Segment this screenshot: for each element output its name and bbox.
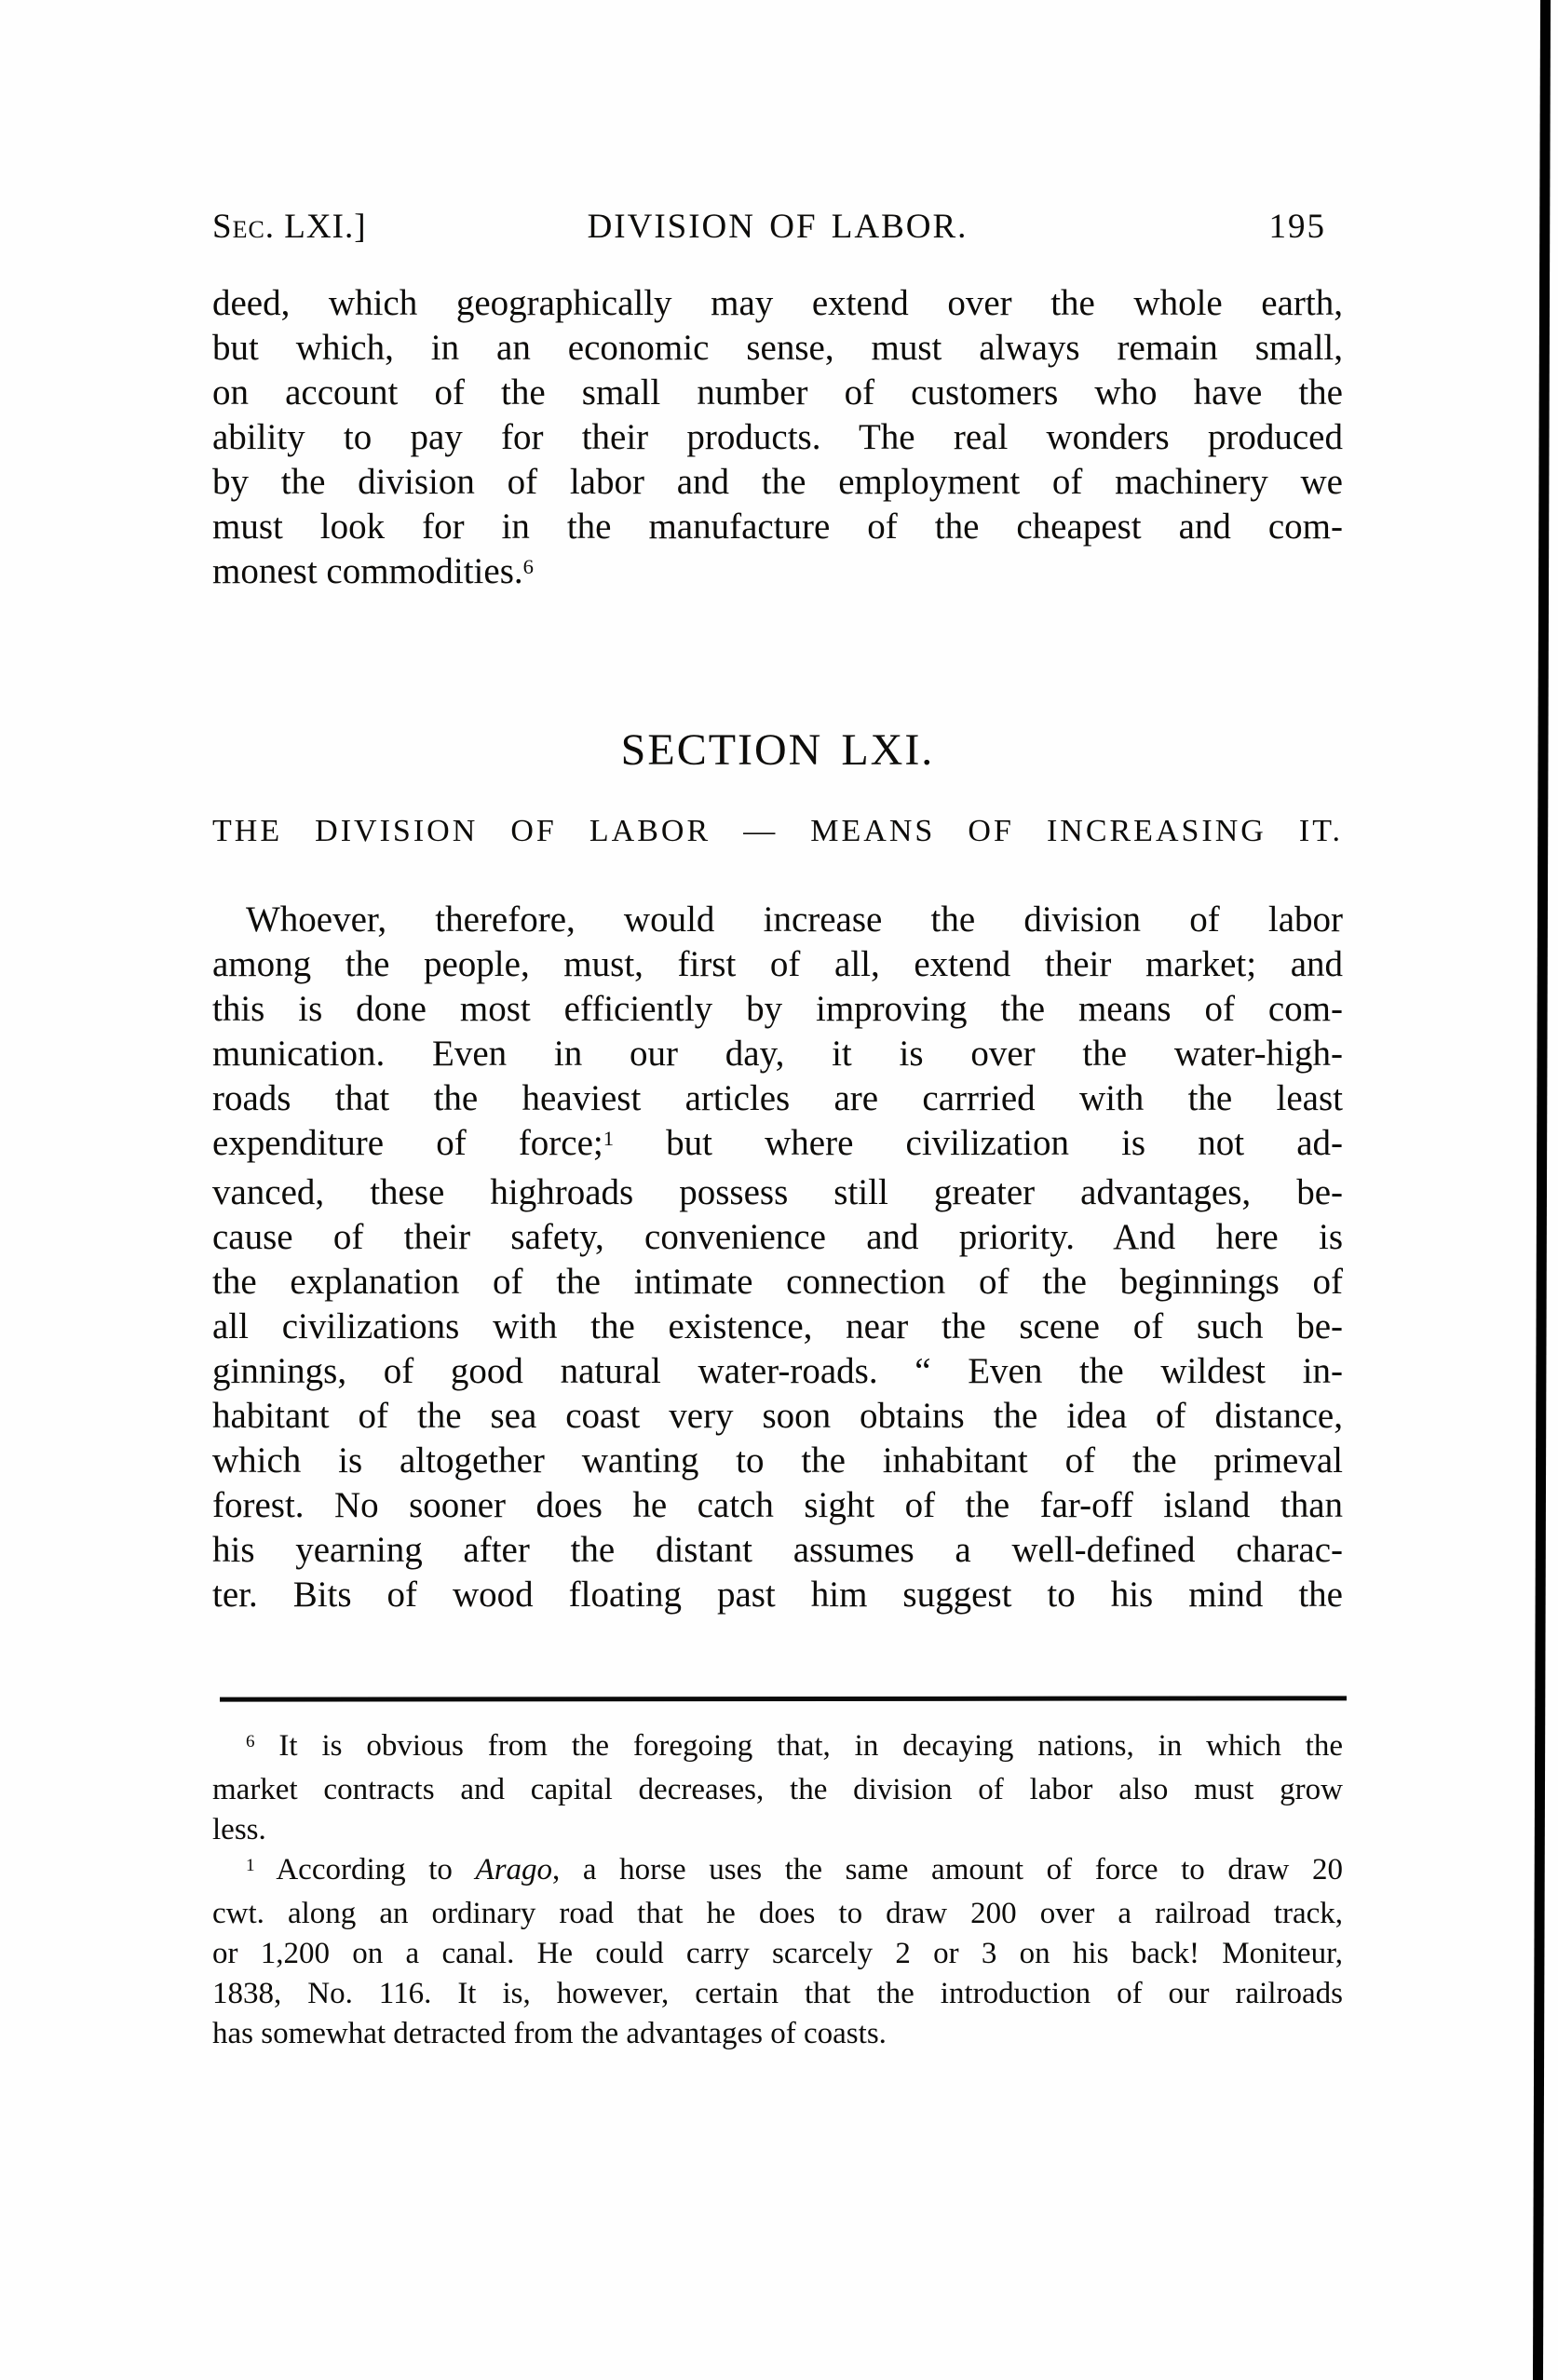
text-line: deed, which geographically may extend over the whole earth, (212, 283, 1343, 323)
text-line: this is done most efficiently by improving the means of com- (212, 989, 1343, 1029)
footnotes (212, 1726, 1343, 2054)
section-heading: SECTION LXI. (620, 725, 935, 775)
text-line: has somewhat detracted from the advantages of coasts. (212, 2017, 887, 2050)
running-header (212, 207, 1343, 248)
text-line: all civilizations with the existence, near the scene of such be- (212, 1306, 1343, 1346)
header-title: DIVISION OF LABOR. (587, 208, 969, 246)
text-line: or 1,200 on a canal. He could carry scarcely 2 or 3 on his back! Moniteur, (212, 1937, 1343, 1970)
text-line: ter. Bits of wood floating past him suggest to his mind the (212, 1575, 1343, 1615)
text-line: munication. Even in our day, it is over the water-high- (212, 1034, 1343, 1074)
section-subheading: THE DIVISION OF LABOR — MEANS OF INCREASING IT. (212, 814, 1343, 848)
text-line: but which, in an economic sense, must always remain small, (212, 328, 1343, 368)
footnote-divider-rule (220, 1696, 1347, 1701)
text-line: monest commodities.$^6$ (212, 551, 534, 591)
text-line: among the people, must, first of all, extend their market; and (212, 944, 1343, 984)
page-edge-line (1533, 0, 1551, 2380)
text-line: on account of the small number of customers who have the (212, 372, 1343, 412)
header-page-number: 195 (1268, 208, 1326, 246)
text-line: $^1$ According to Arago, a horse uses the same amount of force to draw 20 (246, 1853, 1343, 1886)
text-line: ability to pay for their products. The real wonders produced (212, 417, 1343, 457)
intro-paragraph (212, 281, 1343, 599)
text-line: by the division of labor and the employment of machinery we (212, 462, 1343, 502)
text-line: roads that the heaviest articles are carrried with the least (212, 1078, 1343, 1118)
text-line: $^6$ It is obvious from the foregoing that, in decaying nations, in which the (246, 1729, 1343, 1763)
text-line: ginnings, of good natural water-roads. “ Even the wildest in- (212, 1351, 1343, 1391)
text-line: must look for in the manufacture of the cheapest and com- (212, 507, 1343, 547)
text-line: forest. No sooner does he catch sight of the far-off island than (212, 1485, 1343, 1525)
text-line: expenditure of force;$^1$ but where civilization is not ad- (212, 1123, 1343, 1163)
text-line: his yearning after the distant assumes a well-defined charac- (212, 1530, 1343, 1570)
text-line: vanced, these highroads possess still greater advantages, be- (212, 1172, 1343, 1212)
header-section-label: Sec. LXI.] (212, 208, 367, 246)
text-line: market contracts and capital decreases, the division of labor also must grow (212, 1773, 1343, 1806)
text-line: cwt. along an ordinary road that he does to draw 200 over a railroad track, (212, 1897, 1343, 1930)
text-line: 1838, No. 116. It is, however, certain that the introduction of our railroads (212, 1977, 1343, 2010)
main-paragraph (212, 898, 1343, 1617)
footnote-6 (212, 1726, 1343, 1850)
text-line: less. (212, 1813, 266, 1846)
text-line: habitant of the sea coast very soon obtains the idea of distance, (212, 1396, 1343, 1436)
text-line: the explanation of the intimate connection of the beginnings of (212, 1262, 1343, 1302)
text-line: which is altogether wanting to the inhabitant of the primeval (212, 1440, 1343, 1481)
footnote-1 (212, 1850, 1343, 2054)
text-line: Whoever, therefore, would increase the division of labor (246, 899, 1343, 940)
text-line: cause of their safety, convenience and priority. And here is (212, 1217, 1343, 1257)
